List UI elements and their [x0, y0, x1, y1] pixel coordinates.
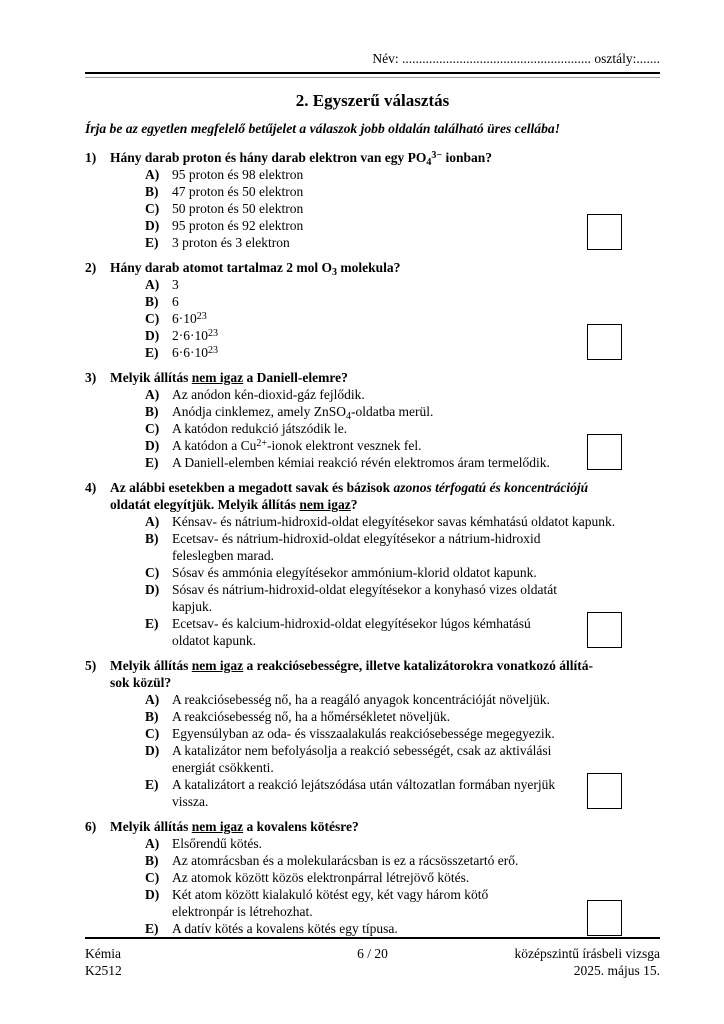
text-segment: kapjuk.	[172, 599, 213, 614]
instruction-text: Írja be az egyetlen megfelelő betűjelet a válaszok jobb oldalán található üres cellába!	[85, 121, 560, 136]
option-letter: A)	[145, 514, 160, 529]
text-segment: Elsőrendű kötés.	[172, 836, 262, 851]
option-letter: A)	[145, 277, 160, 292]
question-prompt	[110, 479, 660, 513]
text-segment: Kénsav- és nátrium-hidroxid-oldat elegyítésekor savas kémhatású oldatot kapunk.	[172, 514, 616, 529]
text-segment: 2+	[256, 437, 268, 449]
option-C	[145, 869, 660, 886]
option-text	[172, 742, 660, 776]
text-segment: ?	[350, 497, 358, 512]
answer-box-q6[interactable]	[587, 900, 622, 936]
footer-code: K2512	[85, 963, 122, 978]
text-segment: A katalizátort a reakció lejátszódása után változatlan formában nyerjük	[172, 777, 556, 792]
option-B	[145, 403, 660, 420]
option-letter: B)	[145, 853, 159, 868]
question-prompt	[110, 149, 660, 166]
option-letter: B)	[145, 294, 159, 309]
text-segment: 23	[208, 327, 218, 339]
text-segment: 95 proton és 92 elektron	[172, 218, 304, 233]
option-letter: A)	[145, 836, 160, 851]
option-letter: A)	[145, 387, 160, 402]
option-C	[145, 200, 660, 217]
question-number: 3)	[85, 370, 97, 385]
question-2	[85, 259, 660, 361]
text-segment: A katódon a Cu	[172, 438, 257, 453]
text-segment: a Daniell-elemre?	[243, 370, 348, 385]
text-segment: ionban?	[442, 150, 493, 165]
options-list	[85, 691, 660, 810]
question-number: 1)	[85, 150, 97, 165]
text-segment: Sósav és ammónia elegyítésekor ammónium-klorid oldatot kapunk.	[172, 565, 537, 580]
question-number: 2)	[85, 260, 97, 275]
question-header	[85, 818, 660, 835]
option-text	[172, 530, 660, 564]
option-letter: C)	[145, 201, 160, 216]
question-5	[85, 657, 660, 810]
text-segment: A katódon redukció játszódik le.	[172, 421, 348, 436]
text-segment: 4	[345, 410, 351, 422]
answer-box-q2[interactable]	[587, 324, 622, 360]
question-header	[85, 657, 660, 691]
option-E	[145, 776, 660, 810]
text-segment: Ecetsav- és kalcium-hidroxid-oldat elegyítésekor lúgos kémhatású	[172, 616, 531, 631]
text-segment: oldatát elegyítjük. Melyik állítás	[110, 497, 300, 512]
option-letter: D)	[145, 438, 160, 453]
option-A	[145, 276, 660, 293]
option-text	[172, 869, 660, 886]
class-field[interactable]: .......	[636, 51, 660, 66]
option-letter: A)	[145, 692, 160, 707]
option-text	[172, 293, 660, 310]
class-label: osztály:	[591, 51, 637, 66]
text-segment: feleslegben marad.	[172, 548, 274, 563]
option-text	[172, 708, 660, 725]
text-segment: 2·6·10	[172, 328, 208, 343]
section-title: 2. Egyszerű választás	[295, 91, 450, 110]
option-A	[145, 835, 660, 852]
option-letter: B)	[145, 404, 159, 419]
text-segment: Az atomrácsban és a molekularácsban is ez a rácsösszetartó erő.	[172, 853, 519, 868]
text-segment: oldatot kapunk.	[172, 633, 256, 648]
option-text	[172, 835, 660, 852]
header-rule	[85, 72, 660, 78]
option-C	[145, 420, 660, 437]
text-segment: 3	[172, 277, 179, 292]
text-segment: 4	[426, 156, 432, 168]
answer-box-q3[interactable]	[587, 434, 622, 470]
name-label: Név:	[372, 51, 402, 66]
question-number: 6)	[85, 819, 97, 834]
text-segment: 6	[172, 294, 179, 309]
option-letter: C)	[145, 311, 160, 326]
text-segment: Az anódon kén-dioxid-gáz fejlődik.	[172, 387, 365, 402]
option-B	[145, 852, 660, 869]
text-segment: Az alábbi esetekben a megadott savak és bázisok	[110, 480, 394, 495]
option-D	[145, 742, 660, 776]
answer-box-q5[interactable]	[587, 773, 622, 809]
question-prompt	[110, 369, 660, 386]
option-text	[172, 166, 660, 183]
option-A	[145, 691, 660, 708]
text-segment: a reakciósebességre, illetve katalizátorokra vonatkozó állítá-	[243, 658, 593, 673]
answer-box-q1[interactable]	[587, 214, 622, 250]
text-segment: 3 proton és 3 elektron	[172, 235, 290, 250]
text-segment: A katalizátor nem befolyásolja a reakció sebességét, csak az aktiválási	[172, 743, 552, 758]
option-D	[145, 327, 660, 344]
text-segment: nem igaz	[299, 497, 351, 512]
text-segment: nem igaz	[191, 370, 244, 385]
option-letter: E)	[145, 921, 159, 936]
option-letter: B)	[145, 709, 159, 724]
question-1	[85, 149, 660, 251]
text-segment: A Daniell-elemben kémiai reakció révén elektromos áram termelődik.	[172, 455, 550, 470]
option-C	[145, 564, 660, 581]
option-letter: A)	[145, 167, 160, 182]
option-D	[145, 886, 660, 920]
options-list	[85, 835, 660, 937]
option-letter: D)	[145, 743, 160, 758]
option-letter: D)	[145, 218, 160, 233]
option-letter: D)	[145, 328, 160, 343]
question-number: 4)	[85, 480, 97, 495]
option-E	[145, 615, 660, 649]
option-letter: C)	[145, 565, 160, 580]
option-text	[172, 386, 660, 403]
question-header	[85, 149, 660, 166]
text-segment: 6·6·10	[172, 345, 208, 360]
option-B	[145, 183, 660, 200]
questions	[85, 149, 660, 937]
text-segment: A reakciósebesség nő, ha a reagáló anyagok koncentrációját növeljük.	[172, 692, 550, 707]
question-prompt	[110, 818, 660, 835]
option-text	[172, 183, 660, 200]
option-letter: C)	[145, 421, 160, 436]
text-segment: Az atomok között közös elektronpárral létrejövő kötés.	[172, 870, 470, 885]
text-segment: 3−	[431, 149, 443, 161]
text-segment: 95 proton és 98 elektron	[172, 167, 304, 182]
text-segment: Melyik állítás	[110, 658, 192, 673]
text-segment: Anódja cinklemez, amely ZnSO	[172, 404, 346, 419]
option-E	[145, 234, 660, 251]
option-E	[145, 344, 660, 361]
option-B	[145, 530, 660, 564]
option-letter: B)	[145, 531, 159, 546]
text-segment: Sósav és nátrium-hidroxid-oldat elegyítésekor a konyhasó vizes oldatát	[172, 582, 558, 597]
option-letter: D)	[145, 887, 160, 902]
text-segment: Ecetsav- és nátrium-hidroxid-oldat elegyítésekor a nátrium-hidroxid	[172, 531, 541, 546]
option-letter: E)	[145, 777, 159, 792]
option-text	[172, 564, 660, 581]
option-B	[145, 293, 660, 310]
option-D	[145, 217, 660, 234]
text-segment: 6·10	[172, 311, 197, 326]
text-segment: a kovalens kötésre?	[243, 819, 359, 834]
text-segment: molekula?	[336, 260, 401, 275]
text-segment: Hány darab proton és hány darab elektron van egy PO	[110, 150, 427, 165]
option-letter: E)	[145, 235, 159, 250]
option-text	[172, 725, 660, 742]
text-segment: 3	[331, 266, 337, 278]
option-C	[145, 725, 660, 742]
option-text	[172, 403, 660, 420]
text-segment: Két atom között kialakuló kötést egy, két vagy három kötő	[172, 887, 489, 902]
text-segment: -ionok elektront vesznek fel.	[267, 438, 422, 453]
question-number: 5)	[85, 658, 97, 673]
option-A	[145, 386, 660, 403]
name-class-line	[85, 50, 660, 67]
option-A	[145, 513, 660, 530]
exam-page	[85, 50, 660, 945]
answer-box-q4[interactable]	[587, 612, 622, 648]
text-segment: Melyik állítás	[110, 819, 192, 834]
question-3	[85, 369, 660, 471]
footer-page-number: 6 / 20	[357, 946, 388, 961]
question-header	[85, 259, 660, 276]
footer-date: 2025. május 15.	[573, 963, 661, 978]
question-header	[85, 369, 660, 386]
option-letter: E)	[145, 345, 159, 360]
option-text	[172, 691, 660, 708]
option-letter: E)	[145, 616, 159, 631]
text-segment: nem igaz	[191, 819, 244, 834]
text-segment: azonos térfogatú és koncentrációjú	[393, 480, 589, 495]
option-text	[172, 581, 660, 615]
text-segment: energiát csökkenti.	[172, 760, 274, 775]
options-list	[85, 386, 660, 471]
option-D	[145, 437, 660, 454]
text-segment: -oldatba merül.	[350, 404, 434, 419]
option-B	[145, 708, 660, 725]
question-prompt	[110, 657, 660, 691]
question-4	[85, 479, 660, 649]
option-letter: C)	[145, 726, 160, 741]
text-segment: 23	[208, 344, 218, 356]
options-list	[85, 166, 660, 251]
text-segment: Egyensúlyban az oda- és visszaalakulás reakciósebessége megegyezik.	[172, 726, 555, 741]
option-text	[172, 852, 660, 869]
options-list	[85, 513, 660, 649]
option-letter: E)	[145, 455, 159, 470]
text-segment: 50 proton és 50 elektron	[172, 201, 304, 216]
question-prompt	[110, 259, 660, 276]
footer-rule	[85, 937, 660, 939]
question-header	[85, 479, 660, 513]
footer-exam-level: középszintű írásbeli vizsga	[514, 946, 661, 961]
text-segment: A datív kötés a kovalens kötés egy típusa.	[172, 921, 398, 936]
options-list	[85, 276, 660, 361]
text-segment: A reakciósebesség nő, ha a hőmérsékletet növeljük.	[172, 709, 451, 724]
text-segment: sok közül?	[110, 675, 172, 690]
option-C	[145, 310, 660, 327]
option-letter: B)	[145, 184, 159, 199]
text-segment: Hány darab atomot tartalmaz 2 mol O	[110, 260, 332, 275]
option-E	[145, 454, 660, 471]
text-segment: vissza.	[172, 794, 209, 809]
question-6	[85, 818, 660, 937]
option-text	[172, 513, 660, 530]
option-letter: C)	[145, 870, 160, 885]
option-D	[145, 581, 660, 615]
option-letter: D)	[145, 582, 160, 597]
text-segment: elektronpár is létrehozhat.	[172, 904, 313, 919]
text-segment: 47 proton és 50 elektron	[172, 184, 304, 199]
name-field[interactable]: ........................................................	[402, 51, 591, 66]
footer-subject: Kémia	[85, 946, 121, 961]
option-A	[145, 166, 660, 183]
page-footer	[85, 937, 660, 979]
text-segment: Melyik állítás	[110, 370, 192, 385]
text-segment: nem igaz	[191, 658, 244, 673]
option-text	[172, 276, 660, 293]
option-E	[145, 920, 660, 937]
text-segment: 23	[196, 310, 207, 322]
